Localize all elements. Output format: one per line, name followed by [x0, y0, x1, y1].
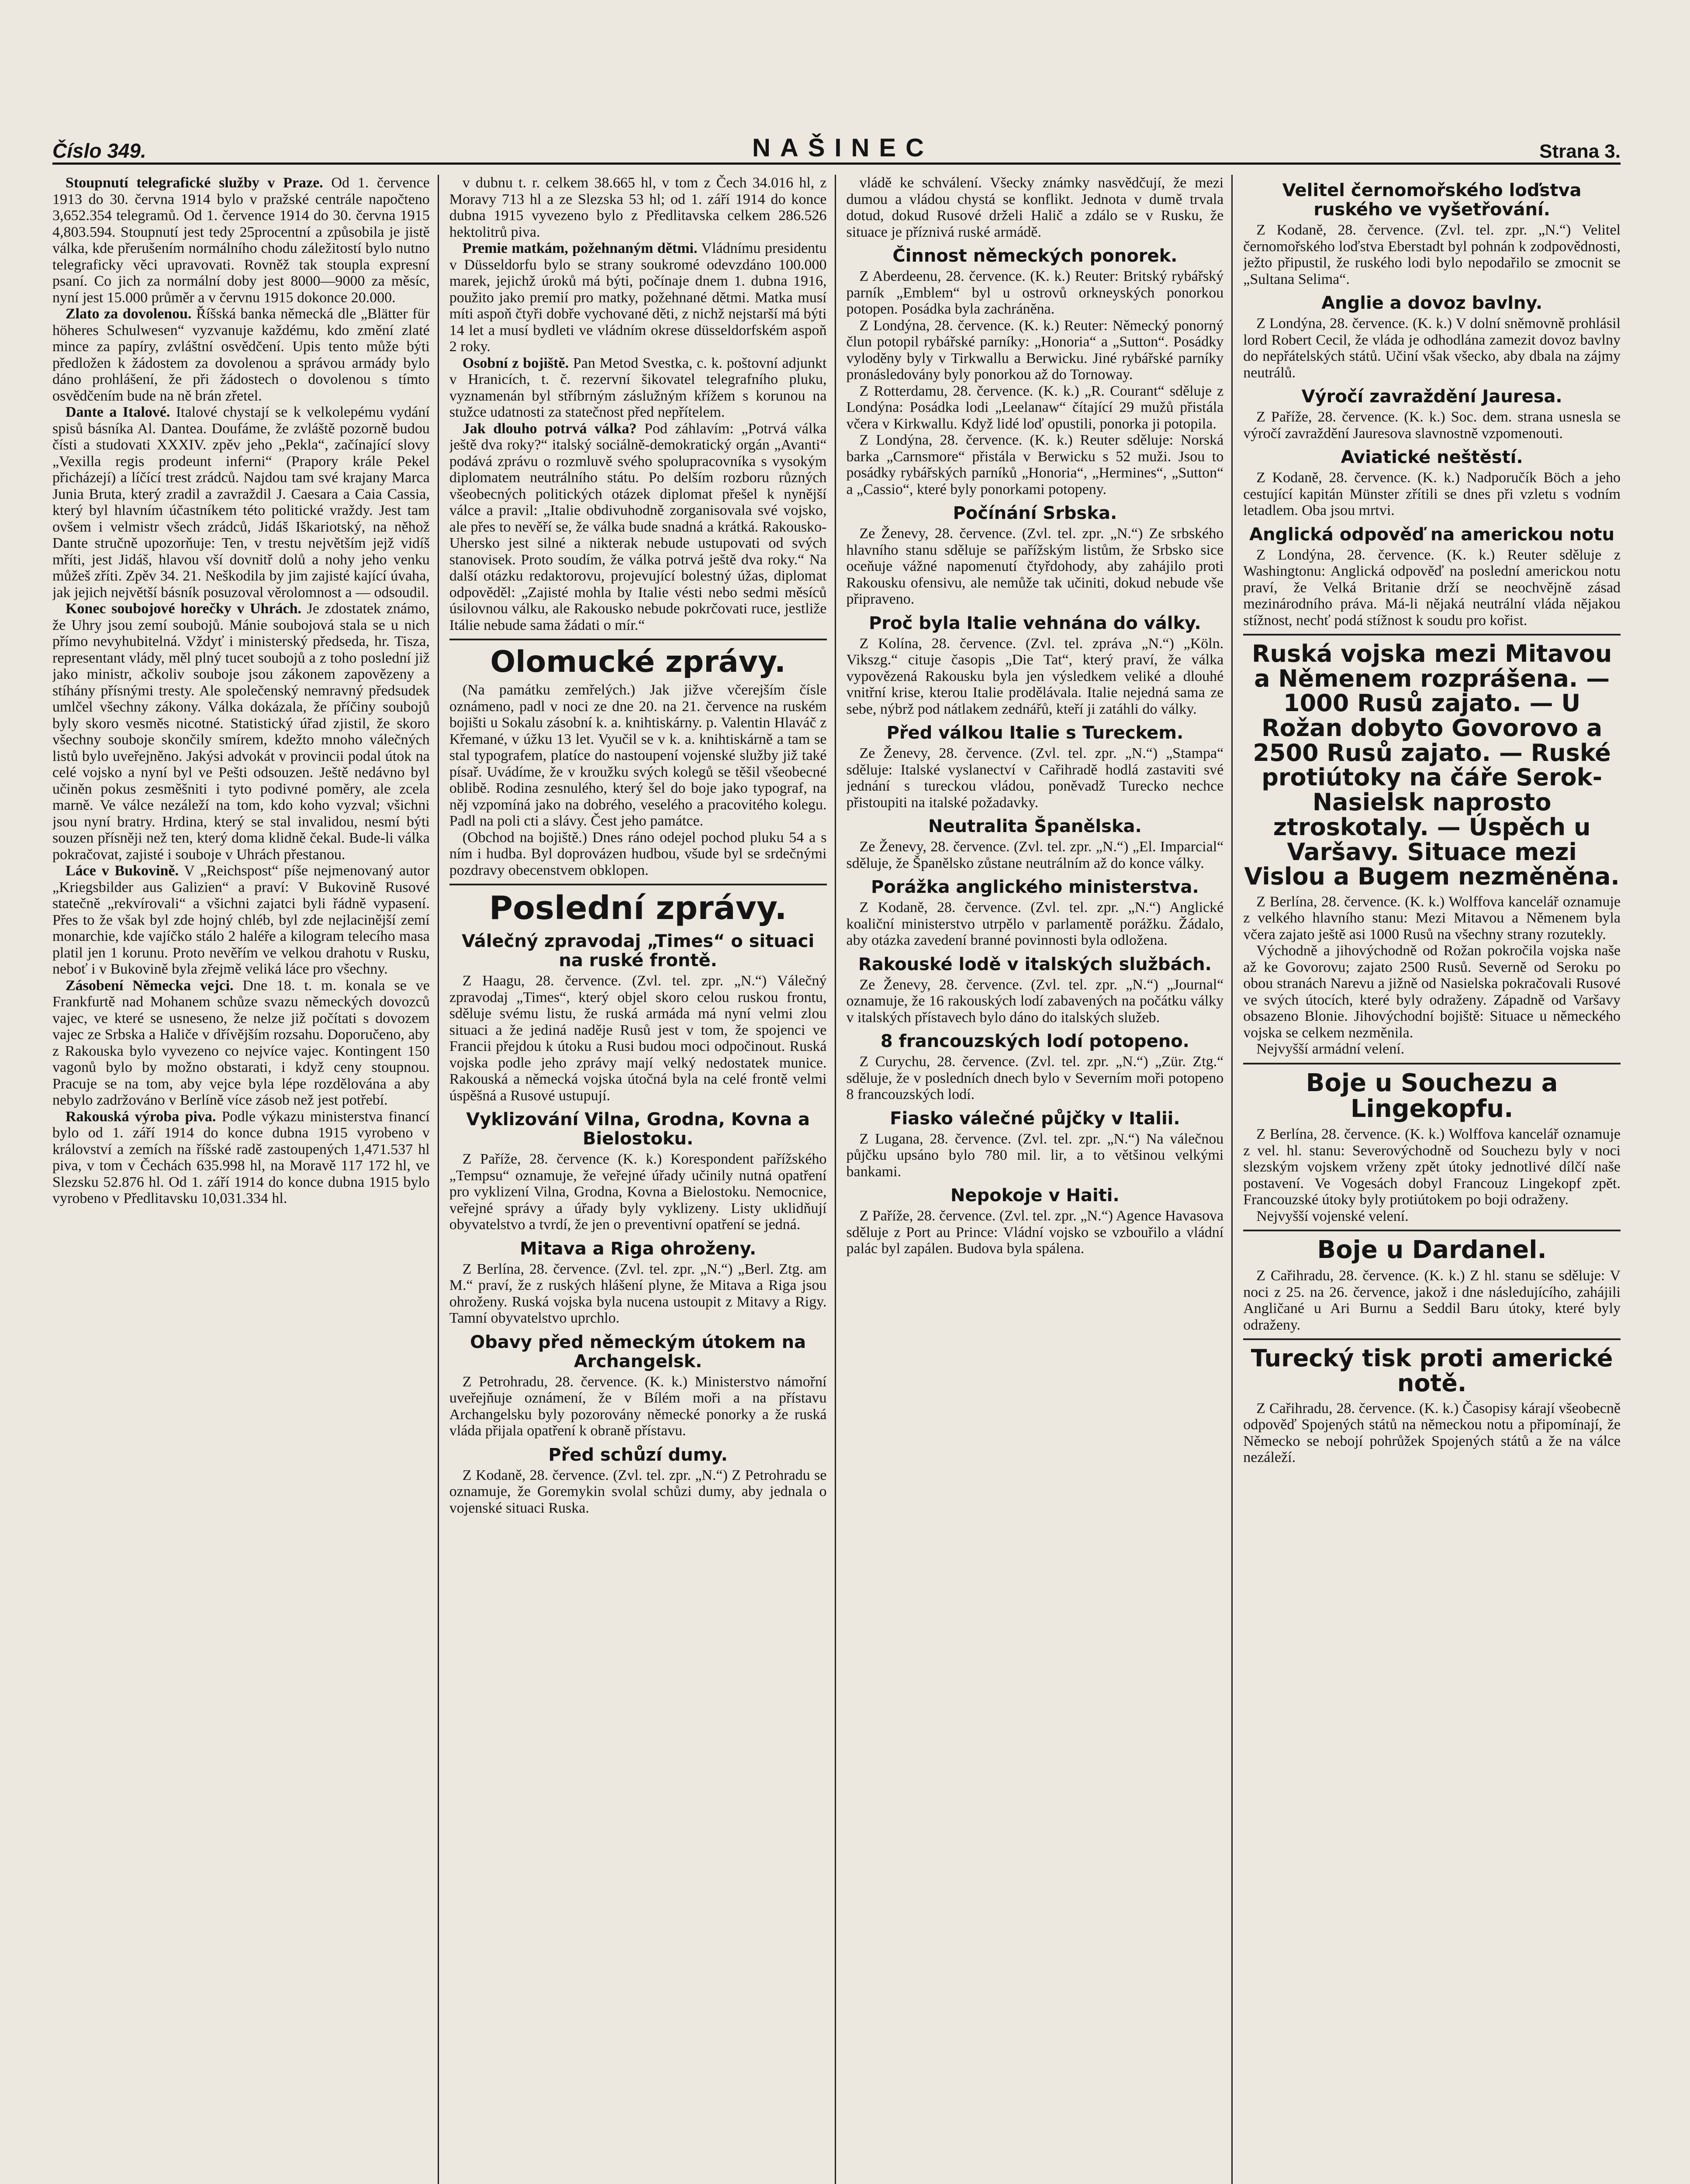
paragraph-body: Pod záhlavím: „Potrvá válka ještě dva roky?“ italský sociálně-demokratický orgán „Avanti“ podává zprávu o rozmluvě svého spolupracovníka s vysokým diplomatem neutrálního státu. Po delším rozboru různých všeobecných politických otázek diplomat přešel k nynější válce a pravil: „Italie obdivuhodně zorganisovala své vojsko, ale přes to nevěří se, že válka bude snadná a krátká. Rakousko-Uhersko jest silné a nikterak nebude ustupovati od svých stanovisek. Proto soudím, že válka potrvá ještě dva roky.“ Na další otázku redaktorovu, projevující bolestný úžas, diplomat odpověděl: „Zajisté mohla by Italie vésti nebo sedmi měsíců úsilovnou válku, ale Rakousko nebude pokrčovati ruce, jestliže Itálie nebude sama žádati o mír.“ — [449, 420, 827, 633]
article-paragraph — [847, 175, 1224, 240]
article-paragraph — [847, 1208, 1224, 1257]
paragraph-body: Z Londýna, 28. července. (K. k.) Reuter sděluje: Norská barka „Carnsmore“ přistála v Berwicku s 52 muži. Jsou to posádky rybářských parníků „Honoria“, „Hermines“, „Sutton“ a „Cassio“, které byly ponorkami potopeny. — [846, 432, 1224, 498]
paragraph-body: Z Kolína, 28. července. (Zvl. tel. zpráva „N.“) „Köln. Vikszg.“ cituje časopis „Die Tat“, který praví, že válka vypovězená Rakousku byla jen výsledkem veliké a dlouhé vnitřní krise, kterou Italie prodělávala. Italie nejedná sama ze sebe, nýbrž pod nátlakem zednářů, kteří ji zatáhli do války. — [846, 635, 1224, 717]
paragraph-body: Východně a jihovýchodně od Rožan pokročila vojska naše až ke Govorovu; zajato 2500 Rusů. Severně od Seroku po obou stranách Narevu a jižně od Nasielska pokračovali Rusové ve svých útocích, které byly odraženy. Západně od Varšavy obsazeno Blonie. Jihovýchodní bojiště: Situace u německého vojska se celkem nezměnila. — [1243, 943, 1621, 1041]
paragraph-heading: Osobní z bojiště. — [462, 355, 569, 371]
paragraph-body: Italové chystají se k velkolepému vydání spisů básníka Al. Danteа. Doufáme, že zvláště pozorně budou čísti a studovati XXXIV. zpěv jeho „Pekla“, začínající slovy „Vexilla regis prodeunt inferni“ (Prapory krále Pekel přicházejí) a líčící trest zrádců. Najdou tam své krajany Marca Junia Bruta, který zradil a zavraždil J. Caesara a Caia Cassia, který byl hlavním účastníkem této politické vraždy. Jest tam ovšem i velmistr všech zrádců, Jidáš Iškariotský, na něhož Dante stručně upozorňuje: Ten, v trestu největším jejž vidíš mříti, jest Jidáš, hlavou vší dovnitř dolů a nohy jeho venku můžeš zříti. Zpěv 34. 21. Neškodila by jim zajisté kající úvaha, jak jejich největší básník posuzoval věrolomnost a — odsoudil. — [52, 404, 430, 601]
column-4 — [1243, 175, 1621, 2184]
article-headline: Anglie a dovoz bavlny. — [1321, 293, 1543, 313]
paragraph-body: Z Kodaně, 28. července. (K. k.) Nadporučík Böch a jeho cestující kapitán Münster zřítili se dnes při vzletu s vodním letadlem. Oba jsou mrtvi. — [1243, 470, 1621, 518]
section-headline: Boje u Dardanel. — [1317, 1236, 1547, 1265]
paragraph-heading: Láce v Bukovině. — [66, 863, 179, 879]
article-paragraph — [449, 1467, 827, 1517]
paragraph-body: Z Lugana, 28. července. (Zvl. tel. zpr. „N.“) Na válečnou půjčku upsáno bylo 780 mil. lir, a to většinou velkými bankami. — [846, 1130, 1224, 1180]
article-headline: Před válkou Italie s Tureckem. — [886, 723, 1184, 743]
column-rule — [1243, 1063, 1621, 1064]
article-headline: Aviatické neštěstí. — [1341, 447, 1523, 467]
paragraph-body: Nejvyšší vojenské velení. — [1256, 1208, 1409, 1224]
article-headline: Nepokoje v Haiti. — [950, 1185, 1120, 1206]
column-1 — [52, 175, 439, 2184]
article-headline: Rakouské lodě v italských službách. — [858, 954, 1212, 975]
paragraph-body: Z Aberdeenu, 28. července. (K. k.) Reuter: Britský rybářský parník „Emblem“ byl u ostrovů orkneyských ponorkou potopen. Posádka byla zachráněna. — [846, 268, 1224, 317]
article-paragraph — [847, 636, 1224, 718]
column-rule — [1243, 1230, 1621, 1231]
paragraph-body: Vládnímu presidentu v Düsseldorfu bylo se strany soukromé odevzdáno 100.000 marek, jejichž úroků má býti, počínaje dnem 1. dubna 1916, použito jako premií pro matky, požehnané dětmi. Matka musí míti aspoň čtyři dobře vychované děti, z nichž nejstarší má býti 14 let a musí bydleti ve vládním okrese düsseldorfském aspoň 2 roky. — [449, 240, 827, 355]
paragraph-body: v dubnu t. r. celkem 38.665 hl, v tom z Čech 34.016 hl, z Moravy 713 hl a ze Slezska 53 hl; od 1. září 1914 do konce dubna 1915 vyvezeno bylo z Předlitavska celkem 286.526 hektolitrů piva. — [449, 175, 827, 240]
article-paragraph — [1243, 943, 1621, 1041]
article-paragraph — [1243, 1400, 1621, 1466]
paragraph-body: Z Berlína, 28. července. (Zvl. tel. zpr. „N.“) „Berl. Ztg. am M.“ praví, že z ruských hlášení plyne, že Mitava a Riga jsou ohroženy. Ruská vojska byla nucena ustoupit z Mitavy a Rigy. Tamní obyvatelstvo uprchlo. — [449, 1261, 827, 1327]
section-headline: Boje u Souchezu a Lingekopfu. — [1306, 1068, 1558, 1123]
article-paragraph — [1243, 1208, 1621, 1225]
paragraph-body: V „Reichspost“ píše nejmenovaný autor „Kriegsbilder aus Galizien“ a praví: V Bukovině Rusové statečně „rekvírovali“ a všichni zajatci byli řádně vypasení. Přes to že však byl zde hojný chléb, byl zde nejlacinější zemí monarchie, kde vajíčko stálo 2 haléře a kilogram telecího masa platil jen 1 korunu. Proto nevěřím ve velkou drahotu v Rusku, neboť i v Bukovině byla zřejmě veliká láce pro všechny. — [52, 863, 430, 977]
paragraph-body: Z Kodaně, 28. července. (Zvl. tel. zpr. „N.“) Velitel černomořského loďstva Eberstadt byl pohnán k zodpovědnosti, ježto připustil, že ruského lodi bylo nepodařilo se zmocnit se „Sultana Selima“. — [1243, 222, 1621, 287]
article-headline: Mitava a Riga ohroženy. — [520, 1238, 757, 1259]
article-headline: Velitel černomořského loďstva ruského ve vyšetřování. — [1282, 180, 1582, 220]
paragraph-heading: Stoupnutí telegrafické služby v Praze. — [66, 175, 323, 191]
article-headline: Proč byla Italie vehnána do války. — [869, 613, 1201, 633]
paragraph-body: Z Rotterdamu, 28. července. (K. k.) „R. Courant“ sděluje z Londýna: Posádka lodi „Leelanaw“ čítající 29 mužů přistála včera v Kirkwallu. Když lidé loď opustili, ponorka ji potopila. — [846, 383, 1224, 432]
article-headline: Neutralita Španělska. — [928, 816, 1142, 836]
paragraph-body: Z Kodaně, 28. července. (Zvl. tel. zpr. „N.“) Anglické koaliční ministerstvo utrpělo v parlamentě porážku. Žádalo, aby otázka zavedení branné povinnosti byla odložena. — [846, 899, 1224, 948]
paragraph-body: Z Paříže, 28. července. (K. k.) Soc. dem. strana usnesla se výročí zavraždění Jauresova slavnostně vzpomenouti. — [1243, 409, 1621, 442]
article-headline: Válečný zpravodaj „Times“ o situaci na ruské frontě. — [462, 931, 815, 971]
paragraph-body: Z Londýna, 28. července. (K. k.) V dolní sněmovně prohlásil lord Robert Cecil, že vláda je odhodlána zamezit dovoz bavlny do nepřátelských států. Učiní však všecko, aby dbala na zájmy neutrálů. — [1243, 315, 1621, 381]
section-headline: Poslední zprávy. — [489, 889, 787, 927]
article-headline: Činnost německých ponorek. — [892, 246, 1178, 266]
column-rule — [1243, 634, 1621, 636]
paragraph-body: Z Curychu, 28. července. (Zvl. tel. zpr. „N.“) „Zür. Ztg.“ sděluje, že v posledních dnech bylo v Severním moři potopeno 8 francouzských lodí. — [846, 1054, 1224, 1102]
column-rule — [449, 639, 827, 640]
article-headline: Výročí zavraždění Jauresa. — [1301, 387, 1562, 407]
article-paragraph — [449, 973, 827, 1104]
paragraph-body: Z Paříže, 28. července (K. k.) Korespondent pařížského „Tempsu“ oznamuje, že veřejné úřady učinily nutná opatření pro vyklizení Vilna, Grodna, Kovna a Bielostoku. Nemocnice, veřejné správy a úřady byly vyklizeny. Listy uklidňují obyvatelstvo a tvrdí, že jen o preventivní opatření se jedná. — [449, 1151, 827, 1233]
paragraph-body: Dne 18. t. m. konala se ve Frankfurtě nad Mohanem schůze svazu německých dovozců vajec, ve které se usneseno, že nelze již počítati s dovozem vajec ze Srbska a Haliče v dřívějším rozsahu. Doporučeno, aby z Rakouska bylo vyvezeno co nejvíce vajec. Kontingent 150 vagonů bylo by možno obstarati, i když ceny stoupnou. Pracuje se na tom, aby vejce byla lépe rozdělována a aby nebylo zadržováno v Berlíně více zásob než jest potřebí. — [52, 977, 430, 1108]
paragraph-body: (Obchod na bojiště.) Dnes ráno odejel pochod pluku 54 a s ním i hudba. Byl doprovázen hudbou, všude byl se srdečnými pozdravy obecenstvem obklopen. — [449, 829, 827, 878]
article-headline: 8 francouzských lodí potopeno. — [880, 1031, 1189, 1051]
article-paragraph — [52, 175, 430, 306]
article-paragraph — [1243, 409, 1621, 442]
article-paragraph — [52, 306, 430, 404]
article-paragraph — [1243, 470, 1621, 519]
article-paragraph — [52, 978, 430, 1109]
paragraph-body: Pan Metod Svestka, c. k. poštovní adjunkt v Hranicích, t. č. rezervní šikovatel telegrafního pluku, vyznamenán byl stříbrným záslužným křížem s korunou na stužce udatnosti za statečnost před nepřítelem. — [449, 355, 827, 420]
section-headline: Turecký tisk proti americké notě. — [1251, 1344, 1613, 1397]
newspaper-name: NAŠINEC — [752, 134, 933, 162]
paragraph-body: Z Cařihradu, 28. července. (K. k.) Časopisy kárají všeobecně odpověď Spojených států na německou notu a připomínají, že Německo se nebojí pohrůžek Spojených států a že na válce nezáleží. — [1243, 1400, 1621, 1466]
article-paragraph — [52, 601, 430, 863]
paragraph-heading: Zásobení Německa vejci. — [66, 977, 234, 994]
paragraph-body: Ze Ženevy, 28. července. (Zvl. tel. zpr. „N.“) „Journal“ oznamuje, že 16 rakouských lodí zabavených na počátku války v italských přístavech bylo dáno do italských služeb. — [846, 976, 1224, 1026]
paragraph-body: Z Kodaně, 28. července. (Zvl. tel. zpr. „N.“) Z Petrohradu se oznamuje, že Goremykin svolal schůzi dumy, aby jednala o vojenské situaci Ruska. — [449, 1467, 827, 1516]
paragraph-heading: Premie matkám, požehnaným dětmi. — [462, 240, 698, 256]
article-paragraph — [449, 355, 827, 421]
column-3 — [847, 175, 1233, 2184]
paragraph-body: Od 1. července 1913 do 30. června 1914 bylo v pražské centrále napočteno 3,652.354 telegramů. Od 1. července 1914 do 30. června 1915 4,803.594. Stoupnutí jest tedy 25procentní a způsobila je jistě válka, kde přerušením normálního chodu záležitostí bylo nutno telegraficky věci upravovati. Rovněž tak stoupla expresní psaní. Co jich za normální doby jest 8000—9000 za měsíc, nyní jest 15.000 průměr a v červnu 1915 dokonce 20.000. — [52, 175, 430, 306]
paragraph-body: Z Petrohradu, 28. července. (K. k.) Ministerstvo námořní uveřejňuje oznámení, že v Bílém moři a na přístavu Archangelsku byly pozorovány německé ponorky a že ruská vláda přijala opatření k obraně přístavu. — [449, 1373, 827, 1439]
article-paragraph — [449, 829, 827, 879]
paragraph-body: Z Haagu, 28. července. (Zvl. tel. zpr. „N.“) Válečný zpravodaj „Times“, který objel skoro celou ruskou frontu, sděluje svému listu, že ruská armáda má nyní velmi zlou situaci a že jediná naděje Rusů jest v tom, že spojenci ve Francii přejdou k útoku a Rusi budou moci odpočinout. Ruská vojska podle jeho zprávy mají velký nedostatek munice. Rakouská a německá vojska útočná byla na celé frontě velmi úspěšná a Rusové ustupují. — [449, 973, 827, 1104]
newspaper-columns — [52, 175, 1621, 2184]
article-paragraph — [847, 745, 1224, 811]
paragraph-body: Z Londýna, 28. července. (K. k.) Reuter: Německý ponorný člun potopil rybářské parníky: „Honoria“ a „Sutton“. Posádky vyloděny byly v Tirkwallu a Berwicku. Jiné rybářské parníky pronásledovány byly ponorkou až do Tornoway. — [846, 317, 1224, 383]
article-paragraph — [52, 404, 430, 601]
page-number: Strana 3. — [1539, 141, 1621, 162]
paragraph-body: vládě ke schválení. Všecky známky nasvědčují, že mezi dumou a vládou chystá se konflikt. Jednota v dumě trvala dotud, dokud Rusové drželi Halič a zdálo se v Rusku, že situace je příznivá ruské armádě. — [846, 175, 1224, 240]
article-paragraph — [847, 318, 1224, 383]
column-rule — [449, 884, 827, 885]
article-paragraph — [449, 175, 827, 240]
article-headline: Anglická odpověď na americkou notu — [1249, 524, 1615, 545]
paragraph-body: Ze Ženevy, 28. července. (Zvl. tel. zpr. „N.“) Ze srbského hlavního stanu sděluje se pařížským listům, že Srbsko sice oceňuje vážné napomenutí čtyřdohody, aby zahájilo proti Rakousku ofensivu, ale nemůže tak učiniti, dokud nebude vše připraveno. — [846, 525, 1224, 607]
article-paragraph — [52, 1109, 430, 1207]
paragraph-body: Ze Ženevy, 28. července. (Zvl. tel. zpr. „N.“) „Stampa“ sděluje: Italské vyslanectví v Cařihradě hodlá zastaviti své jednání s tureckou vládou, poněvadž Turecko nechce přistoupiti na italské požadavky. — [846, 745, 1224, 811]
article-paragraph — [847, 525, 1224, 608]
article-headline: Počínání Srbska. — [953, 503, 1117, 523]
article-paragraph — [1243, 315, 1621, 381]
paragraph-heading: Rakouská výroba piva. — [66, 1108, 216, 1125]
article-paragraph — [847, 839, 1224, 871]
article-paragraph — [1243, 222, 1621, 287]
article-paragraph — [1243, 1041, 1621, 1057]
paragraph-body: Ze Ženevy, 28. července. (Zvl. tel. zpr. „N.“) „El. Imparcial“ sděluje, že Španělsko zůstane neutrálním až do konce války. — [846, 839, 1224, 871]
article-headline: Porážka anglického ministerstva. — [871, 877, 1199, 897]
article-paragraph — [847, 1131, 1224, 1180]
column-rule — [1243, 1338, 1621, 1340]
article-headline: Vyklizování Vilna, Grodna, Kovna a Bielostoku. — [466, 1109, 810, 1149]
article-paragraph — [449, 682, 827, 829]
article-headline: Před schůzí dumy. — [548, 1444, 728, 1465]
paragraph-heading: Jak dlouho potrvá válka? — [462, 420, 637, 437]
article-paragraph — [847, 899, 1224, 949]
paragraph-body: Z Londýna, 28. července. (K. k.) Reuter sděluje z Washingtonu: Anglická odpověď na poslední americkou notu praví, že Velká Britanie drží se neochvějně zásad mezinárodního práva. Má-li nějaká neutrální vláda nějakou stížnost, nechť podá stížnost k soudu pro kořist. — [1243, 546, 1621, 629]
paragraph-body: Podle výkazu ministerstva financí bylo od 1. září 1914 do konce dubna 1915 vyrobeno v království a zemích na říšské radě zastoupených 1,471.537 hl piva, v tom v Čechách 635.998 hl, na Moravě 117 172 hl, ve Slezsku 52.876 hl. Od 1. září 1914 do konce dubna 1915 bylo vyrobeno v Předlitavsku 10,031.334 hl. — [52, 1108, 430, 1206]
article-paragraph — [847, 268, 1224, 318]
masthead — [52, 125, 1621, 165]
paragraph-body: Nejvyšší armádní velení. — [1256, 1041, 1405, 1057]
article-paragraph — [449, 1261, 827, 1327]
article-paragraph — [847, 432, 1224, 498]
column-2 — [449, 175, 836, 2184]
article-headline: Fiasko válečné půjčky v Italii. — [890, 1108, 1180, 1129]
paragraph-heading: Konec soubojové horečky v Uhrách. — [66, 601, 302, 617]
article-paragraph — [1243, 547, 1621, 629]
paragraph-heading: Dante a Italové. — [66, 404, 170, 420]
paragraph-body: (Na památku zemřelých.) Jak jižve včerejším čísle oznámeno, padl v noci ze dne 20. na 21. července na ruském bojišti u Sokalu zásobní k. a. knihtiskárny. p. Valentin Hlaváč z Křemané, v úžku 13 let. Vyučil se v k. a. knihtiskárně a tam se stal typografem, platíce do nastoupení vojenské služby již také písař. Uvádíme, že v kroužku svých kolegů se těšil všeobecné oblibě. Rodina zesnulého, který šel do boje jako typograf, na něj vzpomíná jako na dobrého, veselého a pracovitého kolegu. Padl na poli cti a slávy. Čest jeho památce. — [449, 682, 827, 829]
paragraph-body: Říšská banka německá dle „Blätter für höheres Schulwesen“ vyzvanuje každému, kdo změní zlaté mince za papíry, zvláštní osvědčení. Upis tento může býti předložen k žádostem za dovolenou a správou armády bylo dáno prohlášení, že při žádostech o dovolenou s tímto osvědčením bude na ně brán zřetel. — [52, 306, 430, 404]
article-paragraph — [1243, 894, 1621, 943]
article-headline: Obavy před německým útokem na Archangelsk. — [470, 1332, 806, 1372]
article-paragraph — [52, 863, 430, 978]
article-paragraph — [449, 1151, 827, 1233]
article-paragraph — [1243, 1268, 1621, 1333]
paragraph-body: Z Berlína, 28. července. (K. k.) Wolffova kancelář oznamuje z velkého hlavního stanu: Mezi Mitavou a Němenem byla včera zajato ještě asi 1000 Rusů na všechny strany rozutekly. — [1243, 893, 1621, 943]
paragraph-body: Je zdostatek známo, že Uhry jsou zemí soubojů. Mánie soubojová stala se u nich přímo nevyhubitelná. Vždyť i ministerský předseda, hr. Tisza, representant vlády, měl plný tucet soubojů a z toho poslední již jako ministr, ačkoliv souboje jsou zákonem zapovězeny a stíhány přísnými tresty. Ale společenský nemravný předsudek umlčel všechny zákony. Válka dokázala, že příčiny soubojů byly skoro vesměs nicotné. Statistický úřad zjistil, že skoro všechny souboje skončily smírem, kdežto mnoho válečných listů bylo uveřejněno. Jakýsi advokát v provincii podal útok na celé vojsko a nyní byl ve Pešti odsouzen. Ještě nedávno byl učiněn pokus zesměšniti i tyto podivné poměry, ale zcela marně. Ve válce nezáleží na tom, kdo koho vyzval; všichni jsou nyní bratry. Hrdina, který se stal invalidou, nesmí býti souzen přísněji než ten, který doma klidně čekal. Bude-li válka pokračovat, zajisté i souboje v Uhrách přestanou. — [52, 601, 430, 863]
section-headline: Olomucké zprávy. — [490, 645, 786, 679]
article-paragraph — [449, 1374, 827, 1439]
article-paragraph — [449, 421, 827, 634]
article-paragraph — [847, 383, 1224, 432]
paragraph-body: Z Berlína, 28. července. (K. k.) Wolffova kancelář oznamuje z vel. hl. stanu: Severovýchodně od Souchezu byly v noci slezským vojskem vrženy zpět útoky jednotlivé dílčí naše postavení. Ve Vogesách dobyl Francouz Lingekopf zpět. Francouzské útoky byly protiútokem po boji odraženy. — [1243, 1126, 1621, 1208]
paragraph-body: Z Cařihradu, 28. července. (K. k.) Z hl. stanu se sděluje: V noci z 25. na 26. července, jakož i dne následujícího, zahájili Angličané u Ari Burnu a Seddil Baru útoky, které byly odraženy. — [1243, 1268, 1621, 1333]
paragraph-heading: Zlato za dovolenou. — [66, 306, 192, 322]
section-headline: Ruská vojska mezi Mitavou a Němenem rozprášena. — 1000 Rusů zajato. — U Rožan dobyto Govorovo a 2500 Rusů zajato. — Ruské protiútoky na čáře Serok-Nasielsk naprosto ztroskotaly. — Úspěch u Varšavy. Situace mezi Vislou a Bugem nezměněna. — [1244, 640, 1620, 891]
article-paragraph — [1243, 1126, 1621, 1208]
issue-number: Číslo 349. — [52, 139, 146, 162]
article-paragraph — [847, 1054, 1224, 1103]
article-paragraph — [449, 240, 827, 355]
article-paragraph — [847, 977, 1224, 1026]
paragraph-body: Z Paříže, 28. července. (Zvl. tel. zpr. „N.“) Agence Havasova sděluje z Port au Prince: Vládní vojsko se vzbouřilo a vládní palác byl zapálen. Budova byla spálena. — [846, 1208, 1224, 1257]
